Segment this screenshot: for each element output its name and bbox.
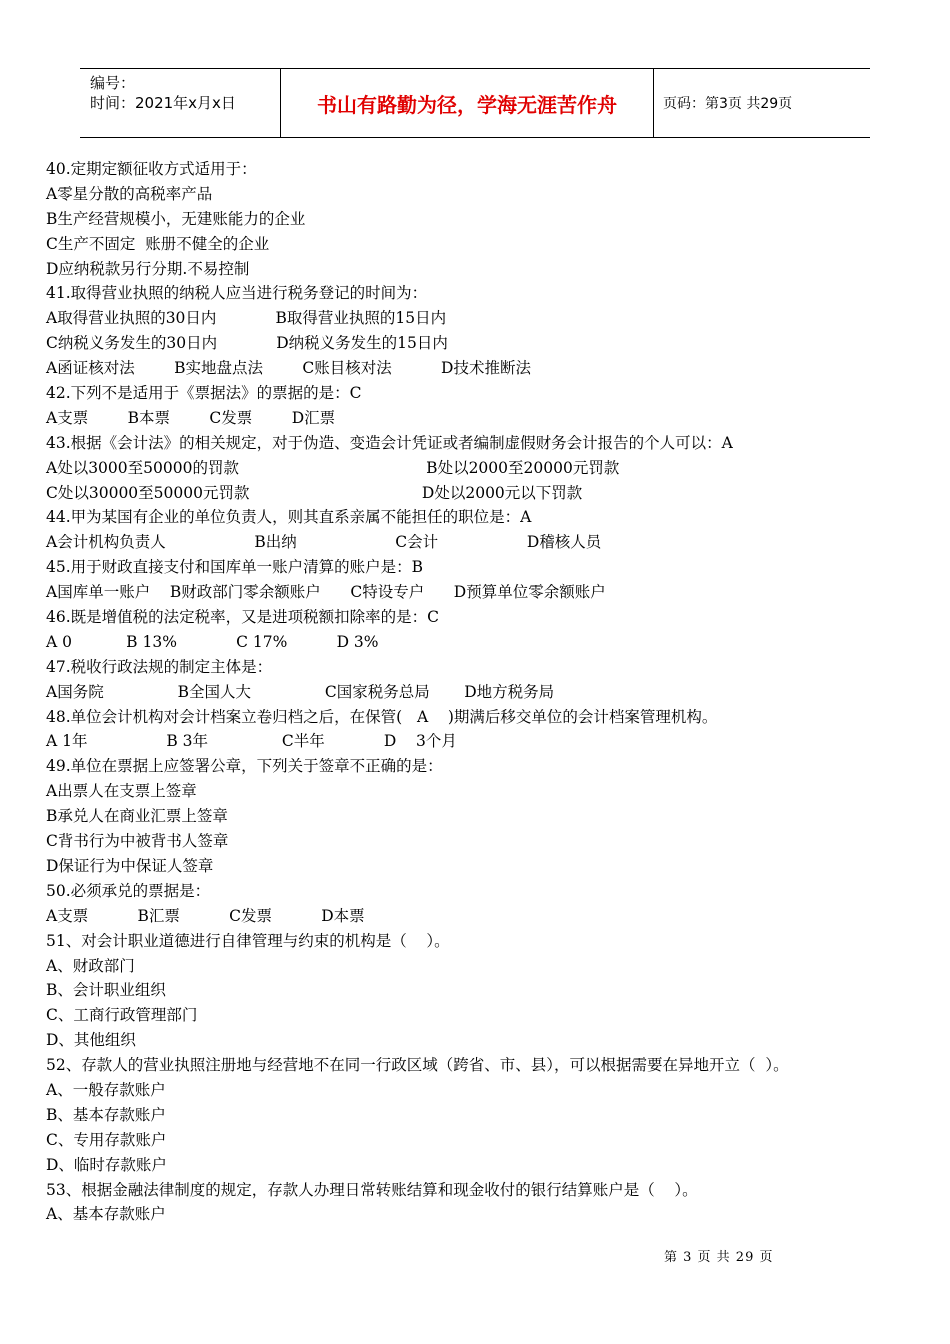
text-line: 51、对会计职业道德进行自律管理与约束的机构是（ ）。 — [46, 931, 450, 950]
text-line: C生产不固定 账册不健全的企业 — [46, 234, 270, 253]
text-line: 40.定期定额征收方式适用于： — [46, 160, 257, 178]
text-line: A国库单一账户 B财政部门零余额账户 C特设专户 D预算单位零余额账户 — [46, 583, 606, 602]
text-line: 45.用于财政直接支付和国库单一账户清算的账户是：B — [46, 558, 424, 577]
text-line: 50.必须承兑的票据是： — [46, 881, 211, 900]
text-line: 42.下列不是适用于《票据法》的票据的是：C — [46, 384, 362, 403]
header-motto-cell — [281, 69, 654, 137]
header-page-cell — [654, 69, 870, 137]
text-line: 48.单位会计机构对会计档案立卷归档之后，在保管( A )期满后移交单位的会计档案管理机构。 — [46, 707, 718, 726]
text-line: D、其他组织 — [46, 1031, 136, 1050]
question-list — [46, 157, 906, 1227]
text-line: A支票 B汇票 C发票 D本票 — [46, 906, 365, 925]
page-footer: 第 3 页 共 29 页 — [664, 1250, 774, 1265]
text-line: A、基本存款账户 — [46, 1205, 166, 1224]
document-date: 时间：2021年x月x日 — [90, 94, 236, 112]
text-line: A函证核对法 B实地盘点法 C账目核对法 D技术推断法 — [46, 359, 531, 378]
text-line: C背书行为中被背书人签章 — [46, 832, 229, 851]
text-line: B承兑人在商业汇票上签章 — [46, 807, 228, 826]
text-line: D应纳税款另行分期.不易控制 — [46, 259, 250, 278]
text-line: 53、根据金融法律制度的规定，存款人办理日常转账结算和现金收付的银行结算账户是（ ）。 — [46, 1180, 698, 1199]
text-line: C纳税义务发生的30日内 D纳税义务发生的15日内 — [46, 334, 448, 353]
text-line: B、基本存款账户 — [46, 1105, 166, 1124]
text-line: A处以3000至50000的罚款 B处以2000至20000元罚款 — [46, 458, 620, 477]
text-line: A、一般存款账户 — [46, 1080, 166, 1099]
text-line: A 1年 B 3年 C半年 D 3个月 — [46, 732, 457, 751]
text-line: A零星分散的高税率产品 — [46, 184, 213, 203]
text-line: B生产经营规模小，无建账能力的企业 — [46, 209, 306, 228]
text-line: A取得营业执照的30日内 B取得营业执照的15日内 — [46, 309, 447, 328]
text-line: 44.甲为某国有企业的单位负责人，则其直系亲属不能担任的职位是：A — [46, 508, 532, 527]
text-line: A支票 B本票 C发票 D汇票 — [46, 408, 336, 427]
text-line: 46.既是增值税的法定税率，又是进项税额扣除率的是：C — [46, 608, 440, 627]
text-line: 43.根据《会计法》的相关规定，对于伪造、变造会计凭证或者编制虚假财务会计报告的个人可以：A — [46, 433, 733, 452]
text-line: 49.单位在票据上应签署公章，下列关于签章不正确的是： — [46, 757, 443, 776]
text-line: A国务院 B全国人大 C国家税务总局 D地方税务局 — [46, 682, 555, 701]
text-line: A 0 B 13% C 17% D 3% — [46, 632, 379, 651]
text-line: A、财政部门 — [46, 956, 135, 975]
document-header — [80, 68, 870, 138]
header-meta-cell — [80, 69, 281, 137]
header-page-info: 页码：第3页 共29页 — [663, 96, 793, 112]
text-line: A会计机构负责人 B出纳 C会计 D稽核人员 — [46, 533, 602, 552]
document-number-label: 编号： — [90, 74, 136, 92]
text-line: C、专用存款账户 — [46, 1130, 167, 1149]
text-line: 41.取得营业执照的纳税人应当进行税务登记的时间为： — [46, 284, 428, 303]
text-line: C处以30000至50000元罚款 D处以2000元以下罚款 — [46, 483, 583, 502]
text-line: 52、存款人的营业执照注册地与经营地不在同一行政区域（跨省、市、县），可以根据需要在异地开立（ ）。 — [46, 1056, 789, 1075]
text-line: C、工商行政管理部门 — [46, 1006, 198, 1025]
text-line: D保证行为中保证人签章 — [46, 856, 214, 875]
text-line: 47.税收行政法规的制定主体是： — [46, 657, 273, 676]
text-line: D、临时存款账户 — [46, 1155, 167, 1174]
header-motto: 书山有路勤为径，学海无涯苦作舟 — [317, 92, 617, 117]
text-line: A出票人在支票上签章 — [46, 782, 197, 801]
text-line: B、会计职业组织 — [46, 981, 166, 1000]
